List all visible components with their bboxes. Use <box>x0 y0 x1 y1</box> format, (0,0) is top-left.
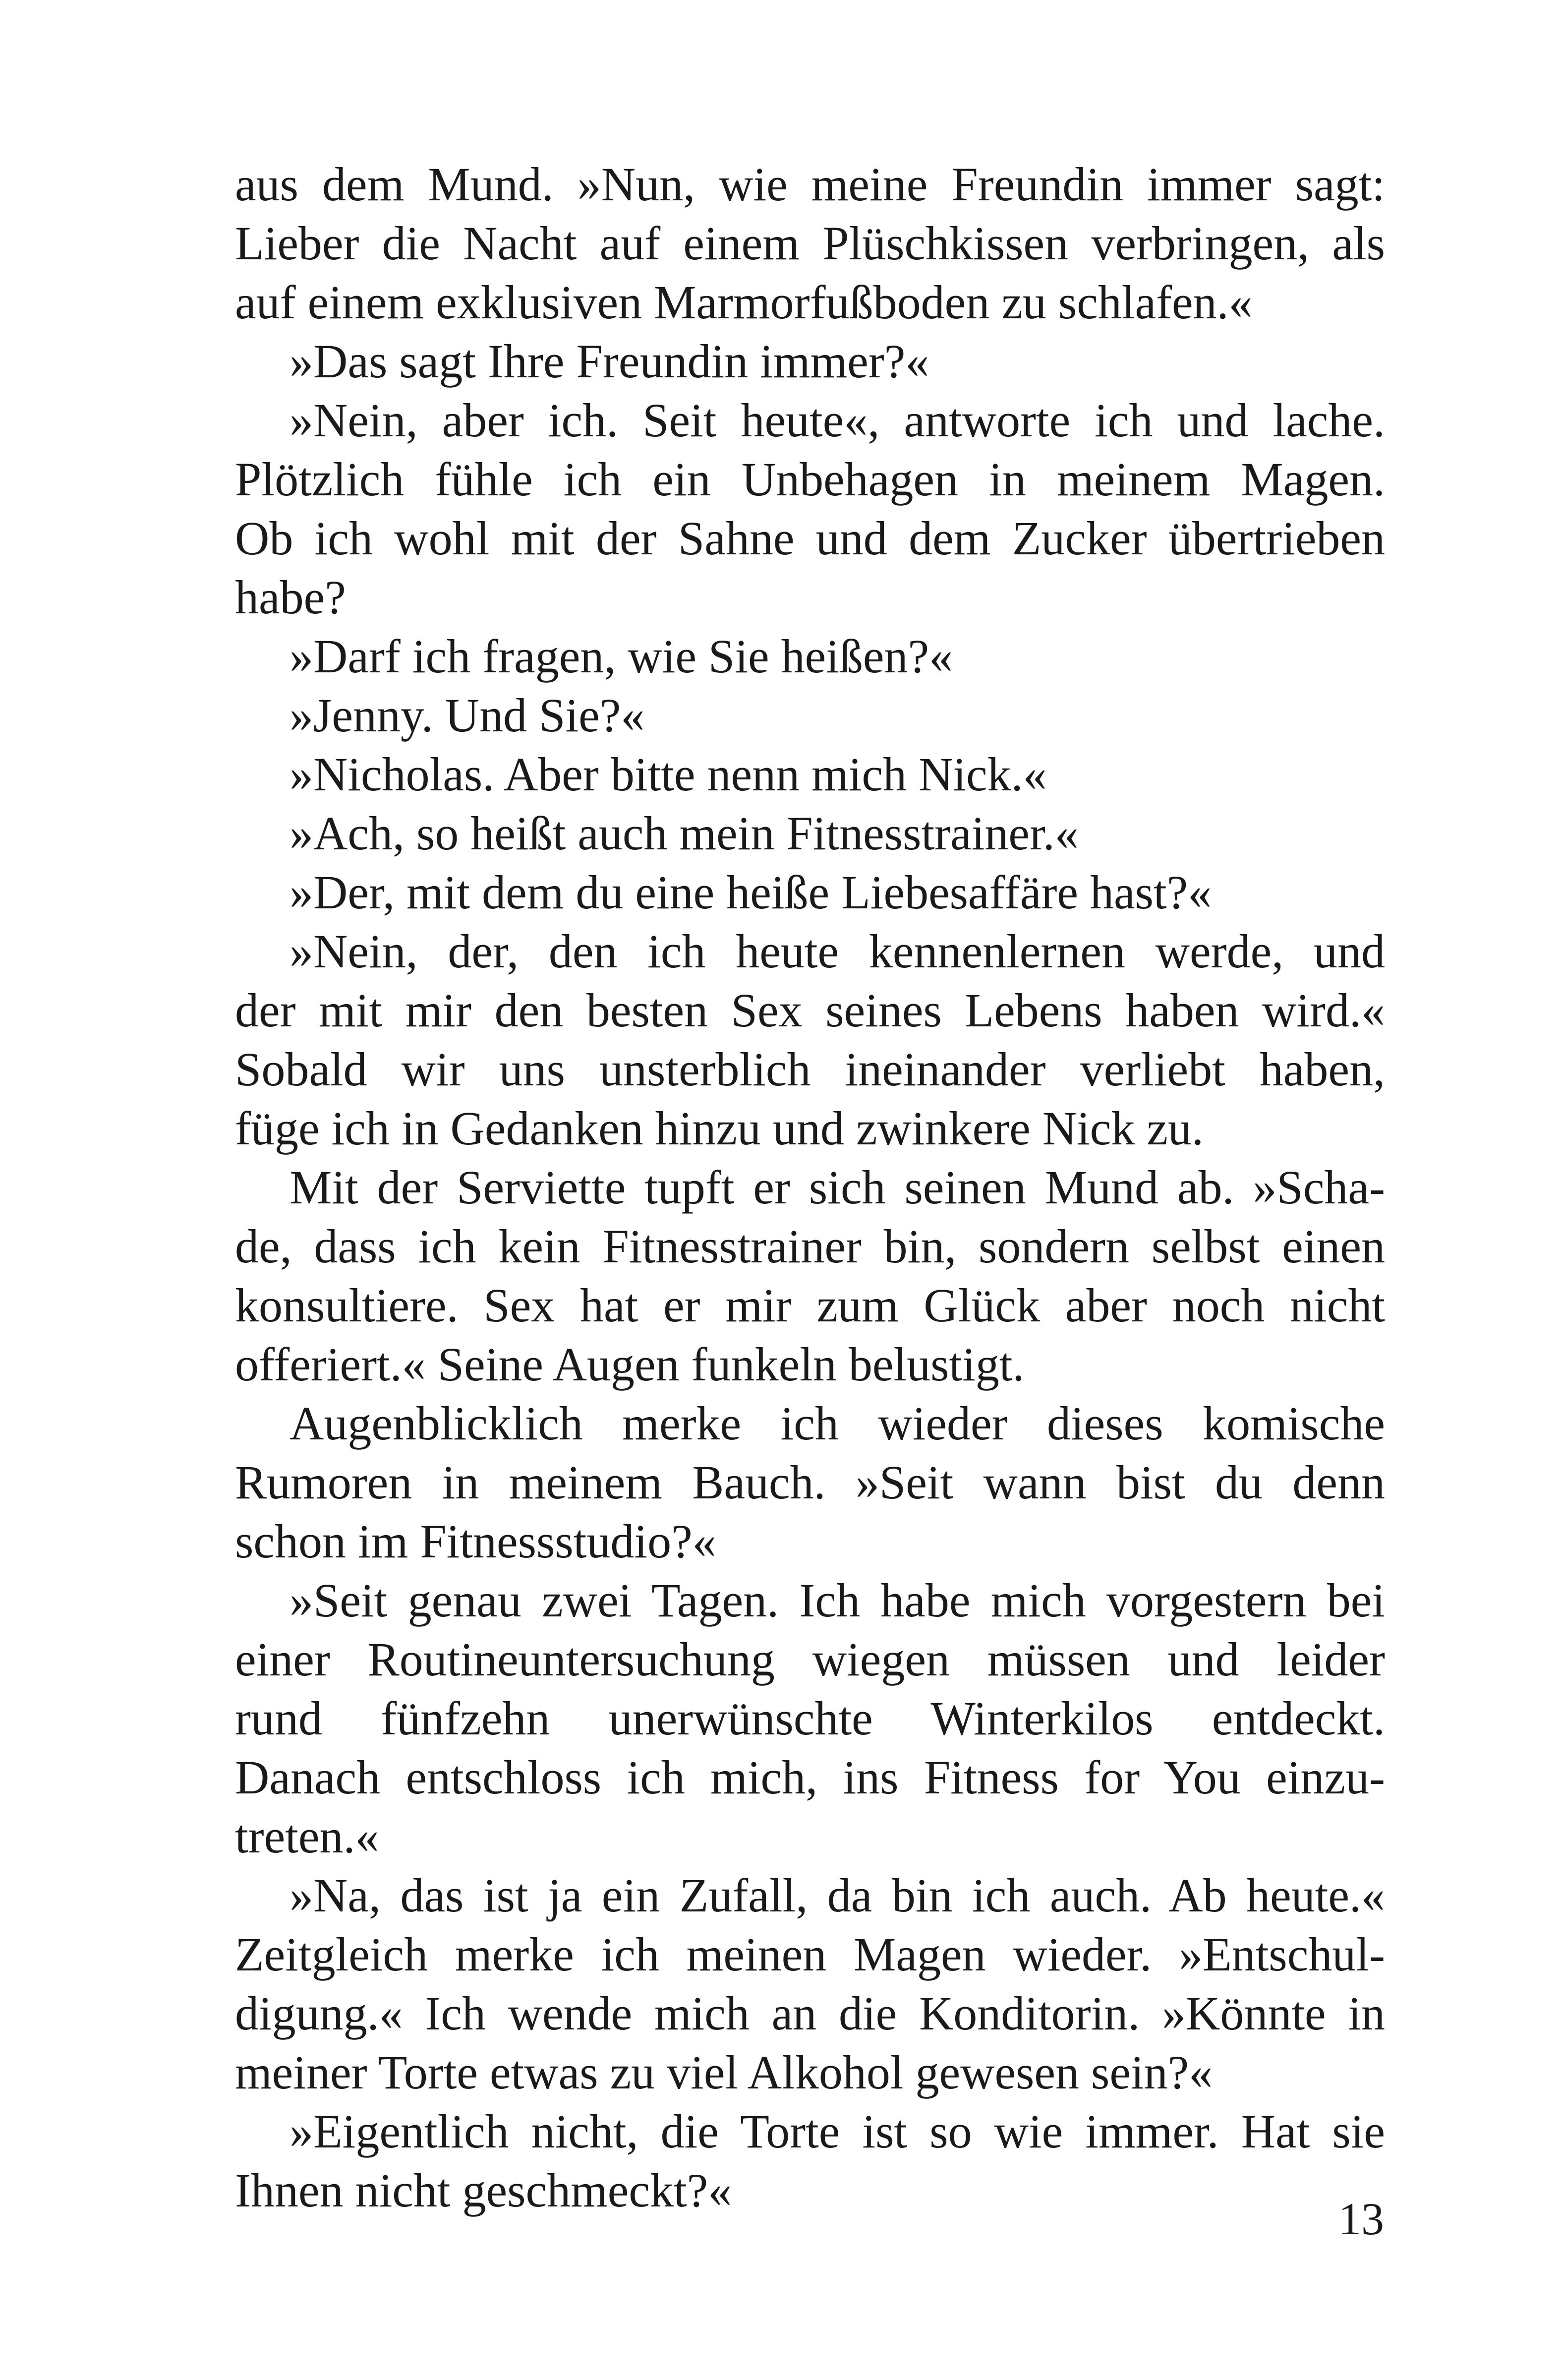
text-line: konsultiere. Sex hat er mir zum Glück aber noch nicht <box>235 1279 1385 1332</box>
text-line: einer Routineuntersuchung wiegen müssen und leider <box>235 1633 1385 1686</box>
text-line: Mit der Serviette tupft er sich seinen Mund ab. »Scha- <box>289 1161 1385 1214</box>
text-line: »Der, mit dem du eine heiße Liebesaffäre hast?« <box>289 866 1212 919</box>
text-line: »Nein, aber ich. Seit heute«, antworte ich und lache. <box>289 394 1385 447</box>
page-number: 13 <box>1338 2194 1384 2244</box>
text-line: »Darf ich fragen, wie Sie heißen?« <box>289 630 953 683</box>
text-line: Plötzlich fühle ich ein Unbehagen in meinem Magen. <box>235 453 1385 506</box>
text-line: »Na, das ist ja ein Zufall, da bin ich auch. Ab heute.« <box>289 1869 1385 1922</box>
text-line: »Jenny. Und Sie?« <box>289 689 645 742</box>
text-line: Zeitgleich merke ich meinen Magen wieder. »Entschul- <box>235 1928 1385 1981</box>
text-line: Rumoren in meinem Bauch. »Seit wann bist du denn <box>235 1456 1385 1509</box>
text-line: »Eigentlich nicht, die Torte ist so wie immer. Hat sie <box>289 2105 1385 2158</box>
text-line: Ihnen nicht geschmeckt?« <box>235 2164 732 2217</box>
text-line: der mit mir den besten Sex seines Lebens haben wird.« <box>235 984 1385 1037</box>
text-line: Lieber die Nacht auf einem Plüschkissen verbringen, als <box>235 217 1385 270</box>
text-line: treten.« <box>235 1810 379 1863</box>
text-line: »Das sagt Ihre Freundin immer?« <box>289 335 929 388</box>
text-line: offeriert.« Seine Augen funkeln belustigt. <box>235 1338 1025 1391</box>
text-line: »Nein, der, den ich heute kennenlernen werde, und <box>289 925 1385 978</box>
text-line: »Seit genau zwei Tagen. Ich habe mich vorgestern bei <box>289 1574 1385 1627</box>
text-line: schon im Fitnessstudio?« <box>235 1515 716 1568</box>
text-line: auf einem exklusiven Marmorfußboden zu schlafen.« <box>235 276 1253 329</box>
text-line: Danach entschloss ich mich, ins Fitness for You einzu- <box>235 1751 1385 1804</box>
text-line: Ob ich wohl mit der Sahne und dem Zucker übertrieben <box>235 512 1385 565</box>
text-line: Sobald wir uns unsterblich ineinander verliebt haben, <box>235 1043 1385 1096</box>
text-line: de, dass ich kein Fitnesstrainer bin, sondern selbst einen <box>235 1220 1385 1273</box>
text-line: habe? <box>235 571 346 624</box>
text-line: rund fünfzehn unerwünschte Winterkilos entdeckt. <box>235 1692 1385 1745</box>
text-line: digung.« Ich wende mich an die Konditorin. »Könnte in <box>235 1987 1385 2040</box>
text-line: meiner Torte etwas zu viel Alkohol gewesen sein?« <box>235 2046 1213 2099</box>
body-text <box>235 155 1385 2220</box>
text-line: aus dem Mund. »Nun, wie meine Freundin immer sagt: <box>235 158 1385 211</box>
text-line: »Ach, so heißt auch mein Fitnesstrainer.« <box>289 807 1079 860</box>
text-line: füge ich in Gedanken hinzu und zwinkere Nick zu. <box>235 1102 1204 1155</box>
text-line: Augenblicklich merke ich wieder dieses komische <box>289 1397 1385 1450</box>
text-line: »Nicholas. Aber bitte nenn mich Nick.« <box>289 748 1047 801</box>
